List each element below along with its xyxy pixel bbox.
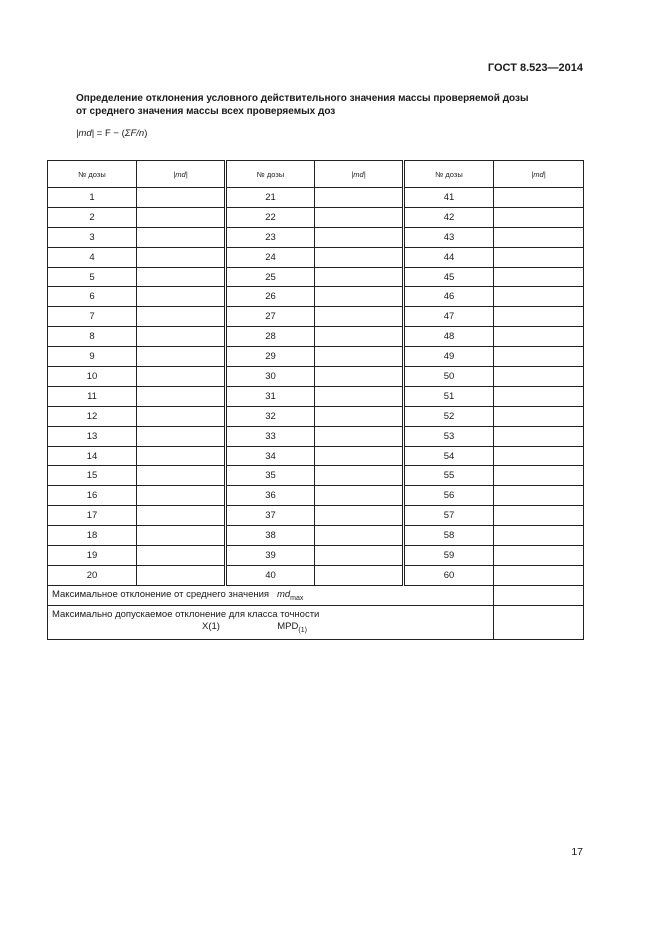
formula xyxy=(76,128,147,139)
dose-number-cell: 25 xyxy=(226,267,315,287)
dose-number-cell: 8 xyxy=(48,327,137,347)
header-md-2: |md| xyxy=(315,161,404,188)
md-value-cell[interactable] xyxy=(315,207,404,227)
dose-number-cell: 52 xyxy=(404,406,494,426)
max-deviation-value[interactable] xyxy=(494,585,584,605)
md-value-cell[interactable] xyxy=(315,446,404,466)
max-deviation-label-cell xyxy=(48,585,494,605)
mpd-subscript: (1) xyxy=(298,626,307,634)
md-value-cell[interactable] xyxy=(315,347,404,367)
md-value-cell[interactable] xyxy=(315,486,404,506)
dose-number-cell: 43 xyxy=(404,227,494,247)
dose-number-cell: 47 xyxy=(404,307,494,327)
md-value-cell[interactable] xyxy=(137,426,226,446)
dose-number-cell: 13 xyxy=(48,426,137,446)
dose-number-cell: 59 xyxy=(404,546,494,566)
max-deviation-row xyxy=(48,585,584,605)
md-value-cell[interactable] xyxy=(315,307,404,327)
dose-number-cell: 5 xyxy=(48,267,137,287)
md-value-cell[interactable] xyxy=(494,426,584,446)
dose-number-cell: 37 xyxy=(226,506,315,526)
formula-sum: ΣF/n xyxy=(124,128,145,139)
section-heading xyxy=(76,92,529,118)
dose-number-cell: 40 xyxy=(226,565,315,585)
md-value-cell[interactable] xyxy=(137,526,226,546)
dose-number-cell: 21 xyxy=(226,188,315,208)
formula-rhs-prefix: = F − ( xyxy=(96,128,125,139)
table-row xyxy=(48,227,584,247)
md-value-cell[interactable] xyxy=(137,247,226,267)
heading-line-1: Определение отклонения условного действительного значения массы проверяемой дозы xyxy=(76,93,529,104)
md-value-cell[interactable] xyxy=(137,307,226,327)
md-value-cell[interactable] xyxy=(315,188,404,208)
md-value-cell[interactable] xyxy=(315,327,404,347)
md-value-cell[interactable] xyxy=(494,207,584,227)
dose-number-cell: 20 xyxy=(48,565,137,585)
dose-number-cell: 17 xyxy=(48,506,137,526)
dose-number-cell: 33 xyxy=(226,426,315,446)
md-value-cell[interactable] xyxy=(315,267,404,287)
dose-number-cell: 31 xyxy=(226,386,315,406)
header-dose-3: № дозы xyxy=(404,161,494,188)
dose-number-cell: 38 xyxy=(226,526,315,546)
md-value-cell[interactable] xyxy=(494,546,584,566)
page-number: 17 xyxy=(571,846,583,858)
md-value-cell[interactable] xyxy=(137,367,226,387)
table-row xyxy=(48,546,584,566)
table-row xyxy=(48,188,584,208)
md-value-cell[interactable] xyxy=(494,486,584,506)
dose-number-cell: 53 xyxy=(404,426,494,446)
header-dose-2: № дозы xyxy=(226,161,315,188)
dose-number-cell: 39 xyxy=(226,546,315,566)
dose-number-cell: 7 xyxy=(48,307,137,327)
dose-number-cell: 2 xyxy=(48,207,137,227)
header-dose-1: № дозы xyxy=(48,161,137,188)
allowed-deviation-label-cell xyxy=(48,605,494,639)
table-row xyxy=(48,466,584,486)
dose-number-cell: 15 xyxy=(48,466,137,486)
dose-number-cell: 29 xyxy=(226,347,315,367)
md-value-cell[interactable] xyxy=(137,406,226,426)
md-value-cell[interactable] xyxy=(137,347,226,367)
md-value-cell[interactable] xyxy=(315,426,404,446)
md-value-cell[interactable] xyxy=(137,287,226,307)
md-value-cell[interactable] xyxy=(315,367,404,387)
md-value-cell[interactable] xyxy=(315,506,404,526)
md-value-cell[interactable] xyxy=(315,526,404,546)
md-value-cell[interactable] xyxy=(315,287,404,307)
dose-number-cell: 44 xyxy=(404,247,494,267)
table-row xyxy=(48,247,584,267)
md-value-cell[interactable] xyxy=(137,227,226,247)
dose-deviation-table xyxy=(47,160,584,640)
md-value-cell[interactable] xyxy=(494,506,584,526)
dose-number-cell: 56 xyxy=(404,486,494,506)
md-value-cell[interactable] xyxy=(494,287,584,307)
md-value-cell[interactable] xyxy=(494,526,584,546)
formula-rhs-suffix: ) xyxy=(144,128,148,139)
dose-number-cell: 18 xyxy=(48,526,137,546)
md-value-cell[interactable] xyxy=(494,466,584,486)
md-value-cell[interactable] xyxy=(137,327,226,347)
dose-number-cell: 24 xyxy=(226,247,315,267)
table-row xyxy=(48,486,584,506)
formula-lhs: |md| xyxy=(76,128,95,139)
dose-number-cell: 55 xyxy=(404,466,494,486)
md-value-cell[interactable] xyxy=(494,227,584,247)
dose-number-cell: 51 xyxy=(404,386,494,406)
md-value-cell[interactable] xyxy=(137,546,226,566)
dose-number-cell: 6 xyxy=(48,287,137,307)
table-row xyxy=(48,446,584,466)
dose-number-cell: 26 xyxy=(226,287,315,307)
dose-number-cell: 36 xyxy=(226,486,315,506)
md-value-cell[interactable] xyxy=(137,466,226,486)
table-row xyxy=(48,565,584,585)
md-value-cell[interactable] xyxy=(494,386,584,406)
table-row xyxy=(48,267,584,287)
standard-number: ГОСТ 8.523—2014 xyxy=(487,62,583,74)
dose-number-cell: 54 xyxy=(404,446,494,466)
dose-number-cell: 45 xyxy=(404,267,494,287)
dose-number-cell: 4 xyxy=(48,247,137,267)
dose-number-cell: 1 xyxy=(48,188,137,208)
dose-number-cell: 9 xyxy=(48,347,137,367)
dose-number-cell: 42 xyxy=(404,207,494,227)
dose-number-cell: 3 xyxy=(48,227,137,247)
md-value-cell[interactable] xyxy=(315,386,404,406)
md-value-cell[interactable] xyxy=(494,267,584,287)
table-row xyxy=(48,207,584,227)
dose-number-cell: 32 xyxy=(226,406,315,426)
dose-number-cell: 34 xyxy=(226,446,315,466)
md-value-cell[interactable] xyxy=(494,188,584,208)
dose-number-cell: 22 xyxy=(226,207,315,227)
dose-number-cell: 48 xyxy=(404,327,494,347)
table-row xyxy=(48,406,584,426)
table-row xyxy=(48,347,584,367)
md-value-cell[interactable] xyxy=(137,486,226,506)
md-value-cell[interactable] xyxy=(315,466,404,486)
max-deviation-symbol: md xyxy=(276,588,291,600)
dose-number-cell: 10 xyxy=(48,367,137,387)
dose-number-cell: 49 xyxy=(404,347,494,367)
md-value-cell[interactable] xyxy=(315,406,404,426)
table-row xyxy=(48,367,584,387)
max-deviation-subscript: max xyxy=(290,594,304,602)
table-row xyxy=(48,327,584,347)
dose-number-cell: 16 xyxy=(48,486,137,506)
table-row xyxy=(48,287,584,307)
dose-number-cell: 11 xyxy=(48,386,137,406)
dose-number-cell: 14 xyxy=(48,446,137,466)
md-value-cell[interactable] xyxy=(315,565,404,585)
header-md-3: |md| xyxy=(494,161,584,188)
md-value-cell[interactable] xyxy=(315,546,404,566)
md-value-cell[interactable] xyxy=(137,188,226,208)
heading-line-2: от среднего значения массы всех проверяемых доз xyxy=(76,106,336,117)
table-row xyxy=(48,526,584,546)
md-value-cell[interactable] xyxy=(137,386,226,406)
dose-number-cell: 28 xyxy=(226,327,315,347)
md-value-cell[interactable] xyxy=(494,247,584,267)
md-value-cell[interactable] xyxy=(315,247,404,267)
dose-number-cell: 27 xyxy=(226,307,315,327)
md-value-cell[interactable] xyxy=(137,565,226,585)
table-row xyxy=(48,426,584,446)
md-value-cell[interactable] xyxy=(137,267,226,287)
allowed-deviation-params xyxy=(52,621,493,634)
md-value-cell[interactable] xyxy=(494,347,584,367)
header-md-1: |md| xyxy=(137,161,226,188)
dose-number-cell: 60 xyxy=(404,565,494,585)
table-header-row xyxy=(48,161,584,188)
table-row xyxy=(48,386,584,406)
md-value-cell[interactable] xyxy=(494,406,584,426)
md-value-cell[interactable] xyxy=(494,367,584,387)
dose-number-cell: 57 xyxy=(404,506,494,526)
dose-number-cell: 19 xyxy=(48,546,137,566)
dose-number-cell: 58 xyxy=(404,526,494,546)
dose-number-cell: 41 xyxy=(404,188,494,208)
dose-number-cell: 50 xyxy=(404,367,494,387)
dose-number-cell: 35 xyxy=(226,466,315,486)
md-value-cell[interactable] xyxy=(137,506,226,526)
md-value-cell[interactable] xyxy=(137,446,226,466)
md-value-cell[interactable] xyxy=(315,227,404,247)
dose-number-cell: 12 xyxy=(48,406,137,426)
table-row xyxy=(48,307,584,327)
md-value-cell[interactable] xyxy=(494,565,584,585)
dose-number-cell: 23 xyxy=(226,227,315,247)
allowed-deviation-value[interactable] xyxy=(494,605,584,639)
accuracy-class-label: X(1) xyxy=(202,620,220,632)
dose-number-cell: 30 xyxy=(226,367,315,387)
mpd-label: MPD xyxy=(277,620,299,632)
md-value-cell[interactable] xyxy=(494,307,584,327)
allowed-deviation-row xyxy=(48,605,584,639)
allowed-deviation-label: Максимально допускаемое отклонение для класса точности xyxy=(52,608,320,620)
dose-number-cell: 46 xyxy=(404,287,494,307)
md-value-cell[interactable] xyxy=(494,446,584,466)
max-deviation-label: Максимальное отклонение от среднего значения xyxy=(52,588,270,600)
md-value-cell[interactable] xyxy=(494,327,584,347)
md-value-cell[interactable] xyxy=(137,207,226,227)
table-row xyxy=(48,506,584,526)
